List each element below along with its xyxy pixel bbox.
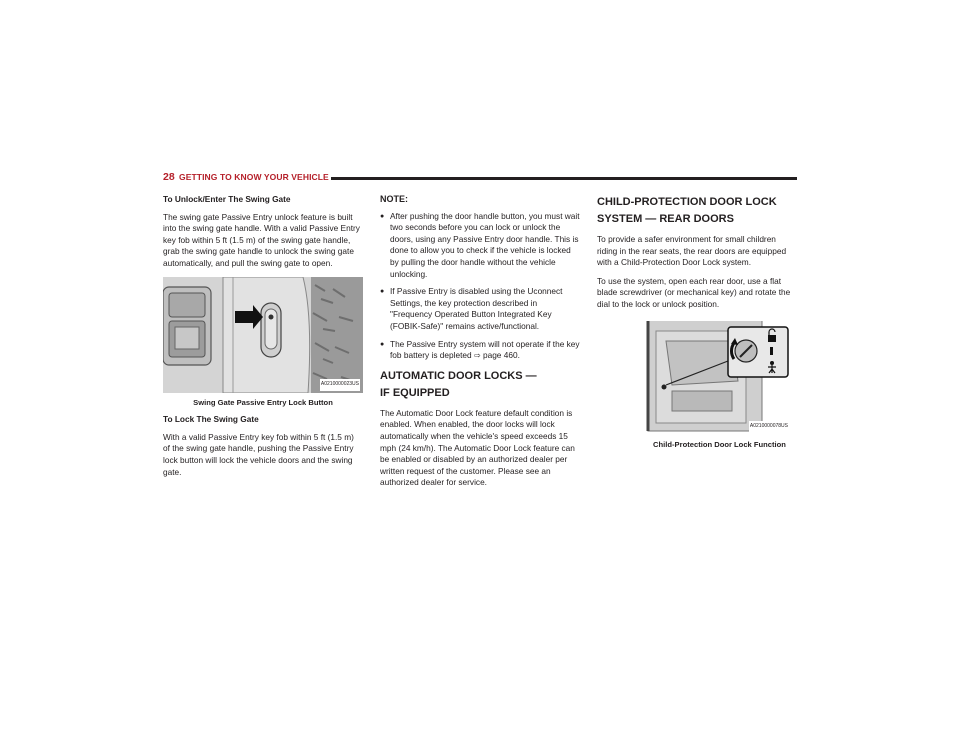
figure-code: A0210000023US xyxy=(320,379,360,391)
unlock-text: The swing gate Passive Entry unlock feature is built into the swing gate handle. With a valid Passive Entry key fob within 5 ft (1.5 m) of the swing gate handle, grab the swing gate handle to unlock the swing gate automatically, and pull the swing gate to open. xyxy=(163,211,360,268)
page-number: 28 xyxy=(163,171,175,183)
unlock-heading: To Unlock/Enter The Swing Gate xyxy=(163,194,291,204)
note-text: The Passive Entry system will not operate if the key fob battery is depleted xyxy=(390,338,580,361)
column-3 xyxy=(597,194,797,456)
auto-locks-heading xyxy=(380,368,580,402)
figure-child-lock xyxy=(642,321,797,451)
page-reference-arrow-icon: ⇨ xyxy=(473,351,481,361)
auto-locks-heading-line2: IF EQUIPPED xyxy=(380,386,450,399)
auto-locks-text: The Automatic Door Lock feature default condition is enabled. When enabled, the door locks will lock automatically when the vehicle's speed exceeds 15 mph (24 km/h). The Automatic Door Lock feature can be enabled or disabled by an authorized dealer per written request of the customer. Please see an authorized dealer for service. xyxy=(380,407,575,488)
page-reference-link[interactable]: page 460. xyxy=(482,350,520,361)
header-rule xyxy=(331,177,797,180)
list-item xyxy=(380,339,580,362)
figure-code: A0210000078US xyxy=(749,421,789,433)
figure-caption: Child-Protection Door Lock Function xyxy=(653,439,786,449)
figure-caption: Swing Gate Passive Entry Lock Button xyxy=(193,397,333,407)
page-header xyxy=(163,171,797,187)
bullet-icon: ● xyxy=(380,288,385,296)
child-lock-heading-line1: CHILD-PROTECTION DOOR LOCK xyxy=(597,196,777,208)
note-list xyxy=(380,211,580,362)
child-lock-heading xyxy=(597,194,797,228)
child-lock-heading-line2: SYSTEM — REAR DOORS xyxy=(597,213,734,225)
child-lock-text-1: To provide a safer environment for small children riding in the rear seats, the rear doors are equipped with a Child-Protection Door Lock system. xyxy=(597,234,787,268)
column-2 xyxy=(380,194,580,496)
figure-swing-gate xyxy=(163,277,363,409)
swing-gate-drawing xyxy=(163,277,363,393)
note-text: After pushing the door handle button, you must wait two seconds before you can lock or unlock the doors, using any Passive Entry door handle. This is done to allow you to check if the vehicle is locked by pulling the door handle without the vehicle unlocking. xyxy=(390,210,580,279)
child-lock-illustration xyxy=(642,321,792,435)
note-text: If Passive Entry is disabled using the Uconnect Settings, the key protection described in "Frequency Operated Button Integrated Key (FOBIK-Safe)" remains active/functional. xyxy=(390,286,563,331)
lock-text: With a valid Passive Entry key fob within 5 ft (1.5 m) of the swing gate handle, pushing the Passive Entry lock button will lock the vehicle doors and the swing gate. xyxy=(163,431,354,477)
column-1 xyxy=(163,194,363,485)
note-label: NOTE: xyxy=(380,194,408,204)
child-lock-drawing xyxy=(642,321,792,435)
child-lock-text-2: To use the system, open each rear door, use a flat blade screwdriver (or mechanical key) and rotate the dial to the lock or unlock position. xyxy=(597,275,791,309)
list-item xyxy=(380,286,580,332)
swing-gate-illustration xyxy=(163,277,363,393)
lock-heading: To Lock The Swing Gate xyxy=(163,414,259,425)
section-title: GETTING TO KNOW YOUR VEHICLE xyxy=(179,172,329,182)
bullet-icon: ● xyxy=(380,212,385,220)
auto-locks-heading-line1: AUTOMATIC DOOR LOCKS — xyxy=(380,369,537,382)
bullet-icon: ● xyxy=(380,340,385,348)
list-item xyxy=(380,211,580,281)
